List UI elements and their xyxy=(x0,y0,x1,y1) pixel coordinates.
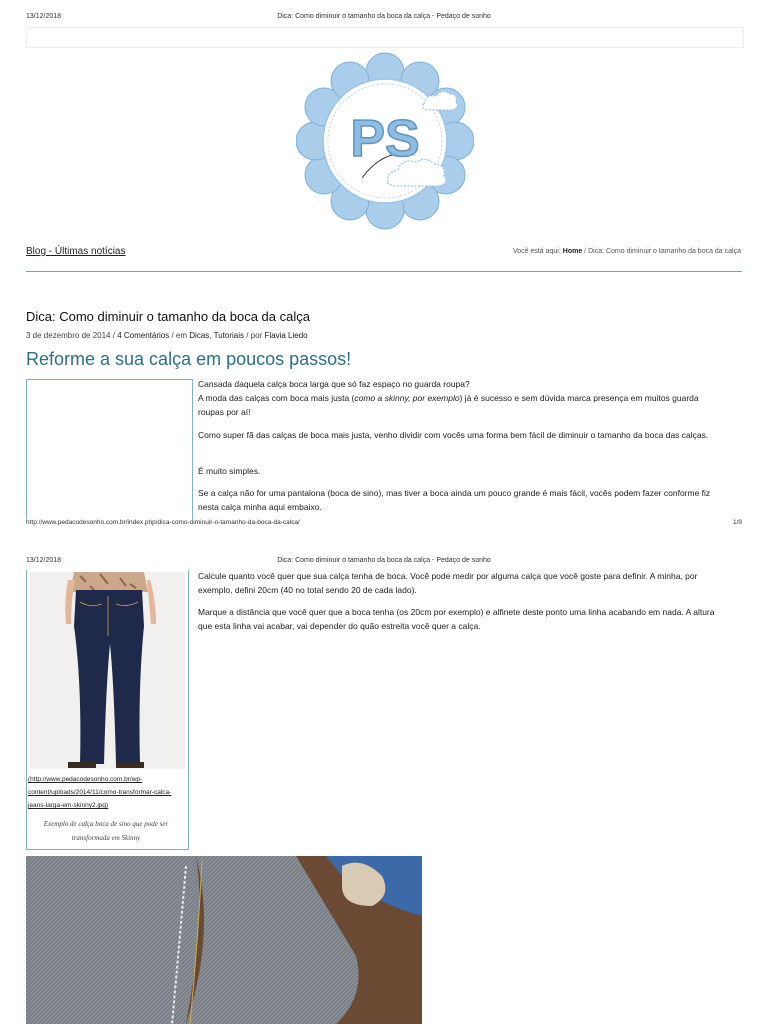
print-doc-title: Dica: Como diminuir o tamanho da boca da calça - Pedaço de sonho xyxy=(277,13,491,20)
category-link-tutoriais[interactable]: Tutoriais xyxy=(213,331,244,340)
flower-logo-icon xyxy=(296,52,474,230)
logo-text: PS xyxy=(350,110,420,168)
site-logo[interactable] xyxy=(296,52,474,230)
sewing-image-icon xyxy=(26,856,422,1024)
paragraph-intro xyxy=(198,377,718,419)
breadcrumb-prefix: Você está aqui: xyxy=(512,248,561,255)
breadcrumb xyxy=(513,248,741,255)
paragraph-fan: Como super fã das calças de boca mais justa, venho dividir com vocês uma forma bem fácil de diminuir o tamanho da boca das calças. xyxy=(198,430,709,440)
breadcrumb-separator: / xyxy=(584,248,587,255)
meta-in-label: / em xyxy=(171,331,188,340)
meta-by-label: / por xyxy=(246,331,263,340)
paragraph-pantalona: Se a calça não for uma pantalona (boca de sino), mas tiver a boca ainda um pouco grande é mais fácil, vocês podem fazer conforme fiz nesta calça minha aqui embaixo. xyxy=(198,488,711,512)
sewing-photo[interactable] xyxy=(26,856,422,1024)
top-bar xyxy=(26,27,744,48)
author-link[interactable]: Flavia Liedo xyxy=(264,331,308,340)
paragraph-measure: Calcule quanto você quer que sua calça tenha de boca. Você pode medir por alguma calça que você goste para definir. A minha, por exemplo, defini 20cm (40 no total sendo 20 de cada lado). xyxy=(198,571,698,595)
paragraph-mark: Marque a distância que você quer que a boca tenha (os 20cm por exemplo) e alfinete deste ponto uma linha acabando em nada. A altura que esta linha vai acabar, vai depender do quão estreita você quer a calça. xyxy=(198,607,715,631)
post-title: Dica: Como diminuir o tamanho da boca da calça xyxy=(26,309,310,324)
post-meta xyxy=(26,331,308,340)
print-doc-title-page2: Dica: Como diminuir o tamanho da boca da calça - Pedaço de sonho xyxy=(277,557,491,564)
paragraph-simple: É muito simples. xyxy=(198,466,261,476)
print-date-page2: 13/12/2018 xyxy=(26,557,62,564)
image-frame xyxy=(26,379,193,519)
nav-blog-link[interactable]: Blog - Últimas notícias xyxy=(26,246,126,257)
jeans-photo[interactable] xyxy=(30,572,185,769)
image-source-link[interactable]: (http://www.pedacodesonho.com.br/wp-content/uploads/2014/11/como-transformar-calca-jeans-larga-em-skinny2.jpg) xyxy=(28,776,172,809)
paragraph-intro-line1: Cansada daquela calça boca larga que só faz espaço no guarda roupa? xyxy=(198,379,470,389)
comments-link[interactable]: 4 Comentários xyxy=(117,331,170,340)
meta-comma: , xyxy=(209,331,212,340)
paragraph-intro-line2: A moda das calças com boca mais justa (como a skinny, por exemplo) já é sucesso e sem dúvida marca presença em muitos guarda roupas por aí! xyxy=(198,393,699,417)
image-caption: Exemplo de calça boca de sino que pode ser transformada em Skinny xyxy=(43,820,169,842)
print-page-number: 1/9 xyxy=(732,519,742,526)
divider xyxy=(26,271,742,272)
breadcrumb-home-link[interactable]: Home xyxy=(562,248,583,255)
jeans-image-icon xyxy=(30,572,185,769)
category-link-dicas[interactable]: Dicas xyxy=(189,331,210,340)
print-footer-url: http://www.pedacodesonho.com.br/index.php/dica-como-diminuir-o-tamanho-da-boca-da-calca/ xyxy=(26,519,300,526)
section-heading: Reforme a sua calça em poucos passos! xyxy=(26,349,352,369)
breadcrumb-current: Dica: Como diminuir o tamanho da boca da calça xyxy=(588,248,741,255)
print-date: 13/12/2018 xyxy=(26,13,62,20)
post-date: 3 de dezembro de 2014 xyxy=(26,331,111,340)
meta-separator: / xyxy=(112,331,115,340)
